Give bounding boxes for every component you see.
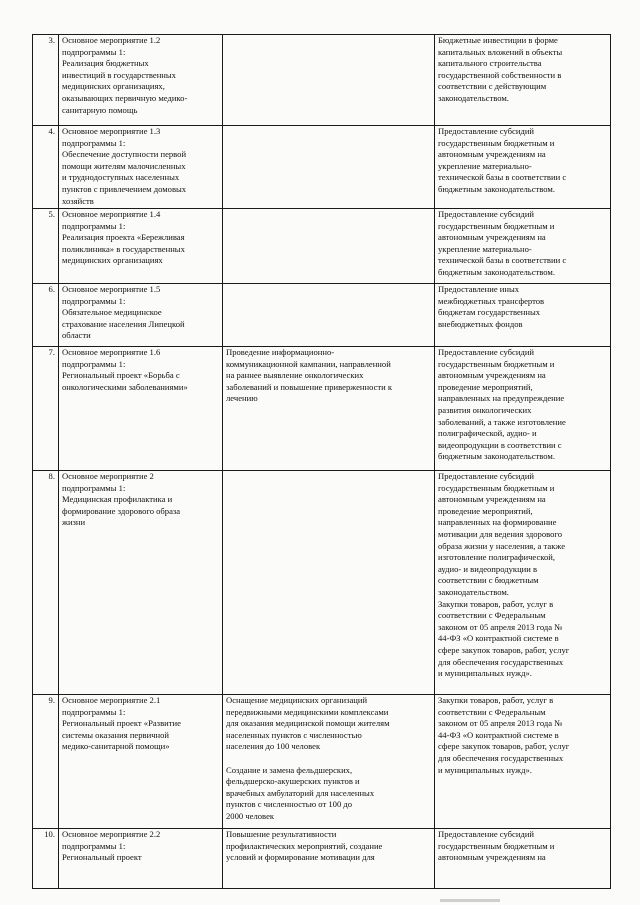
table-row	[33, 471, 611, 695]
table-row	[33, 829, 611, 889]
measure-name: Основное мероприятие 2.2 подпрограммы 1: Региональный проект	[59, 829, 223, 889]
measure-result: Оснащение медицинских организаций передвижными медицинскими комплексами для оказания медицинской помощи жителям населенных пунктов с численностью населения до 100 человек Создание и замена фельдшерских, фельдшерско-акушерских пунктов и врачебных амбулаторий для населенных пунктов с численностью от 100 до 2000 человек	[223, 695, 435, 829]
measure-result	[223, 35, 435, 126]
table-row	[33, 284, 611, 347]
row-number: 3.	[33, 35, 59, 126]
measure-mechanism: Бюджетные инвестиции в форме капитальных вложений в объекты капитального строительства государственной собственности в соответствии с действующим законодательством.	[435, 35, 611, 126]
measure-mechanism: Предоставление субсидий государственным бюджетным и автономным учреждениям на укрепление материально- технической базы в соответствии с бюджетным законодательством.	[435, 209, 611, 284]
measure-mechanism: Предоставление субсидий государственным бюджетным и автономным учреждениям на проведение мероприятий, направленных на формирование мотивации для ведения здорового образа жизни у населения, а также изготовление полиграфической, аудио- и видеопродукции в соответствии с бюджетным законодательством. Закупки товаров, работ, услуг в соответствии с Федеральным законом от 05 апреля 2013 года № 44-ФЗ «О контрактной системе в сфере закупок товаров, работ, услуг для обеспечения государственных и муниципальных нужд».	[435, 471, 611, 695]
measures-table	[32, 34, 611, 889]
table-row	[33, 126, 611, 209]
row-number: 6.	[33, 284, 59, 347]
measure-name: Основное мероприятие 1.5 подпрограммы 1: Обязательное медицинское страхование населения Липецкой области	[59, 284, 223, 347]
row-number: 5.	[33, 209, 59, 284]
page-mark	[440, 899, 500, 902]
table-row	[33, 695, 611, 829]
measure-mechanism: Закупки товаров, работ, услуг в соответствии с Федеральным законом от 05 апреля 2013 года № 44-ФЗ «О контрактной системе в сфере закупок товаров, работ, услуг для обеспечения государственных и муниципальных нужд».	[435, 695, 611, 829]
measure-result	[223, 284, 435, 347]
measure-name: Основное мероприятие 1.2 подпрограммы 1: Реализация бюджетных инвестиций в государственных медицинских организациях, оказывающих первичную медико- санитарную помощь	[59, 35, 223, 126]
row-number: 4.	[33, 126, 59, 209]
table-row	[33, 209, 611, 284]
measure-result: Проведение информационно- коммуникационной кампании, направленной на раннее выявление онкологических заболеваний и повышение приверженности к лечению	[223, 347, 435, 471]
measure-mechanism: Предоставление субсидий государственным бюджетным и автономным учреждениям на	[435, 829, 611, 889]
measure-name: Основное мероприятие 1.4 подпрограммы 1: Реализация проекта «Бережливая поликлиника» в государственных медицинских организациях	[59, 209, 223, 284]
page-bottom-edge	[0, 898, 640, 905]
measure-mechanism: Предоставление субсидий государственным бюджетным и автономным учреждениям на проведение мероприятий, направленных на предупреждение развития онкологических заболеваний, а также изготовление полиграфической, аудио- и видеопродукции в соответствии с бюджетным законодательством.	[435, 347, 611, 471]
measure-name: Основное мероприятие 2 подпрограммы 1: Медицинская профилактика и формирование здорового образа жизни	[59, 471, 223, 695]
measure-result	[223, 126, 435, 209]
measure-result	[223, 471, 435, 695]
measure-name: Основное мероприятие 2.1 подпрограммы 1: Региональный проект «Развитие системы оказания первичной медико-санитарной помощи»	[59, 695, 223, 829]
measure-result: Повышение результативности профилактических мероприятий, создание условий и формирование мотивации для	[223, 829, 435, 889]
table-row	[33, 35, 611, 126]
measure-name: Основное мероприятие 1.3 подпрограммы 1: Обеспечение доступности первой помощи жителям малочисленных и труднодоступных населенных пунктов с привлечением домовых хозяйств	[59, 126, 223, 209]
row-number: 7.	[33, 347, 59, 471]
measure-result	[223, 209, 435, 284]
measure-mechanism: Предоставление субсидий государственным бюджетным и автономным учреждениям на укрепление материально- технической базы в соответствии с бюджетным законодательством.	[435, 126, 611, 209]
row-number: 9.	[33, 695, 59, 829]
measure-mechanism: Предоставление иных межбюджетных трансфертов бюджетам государственных внебюджетных фондов	[435, 284, 611, 347]
table-row	[33, 347, 611, 471]
measure-name: Основное мероприятие 1.6 подпрограммы 1: Региональный проект «Борьба с онкологическими заболеваниями»	[59, 347, 223, 471]
row-number: 8.	[33, 471, 59, 695]
row-number: 10.	[33, 829, 59, 889]
